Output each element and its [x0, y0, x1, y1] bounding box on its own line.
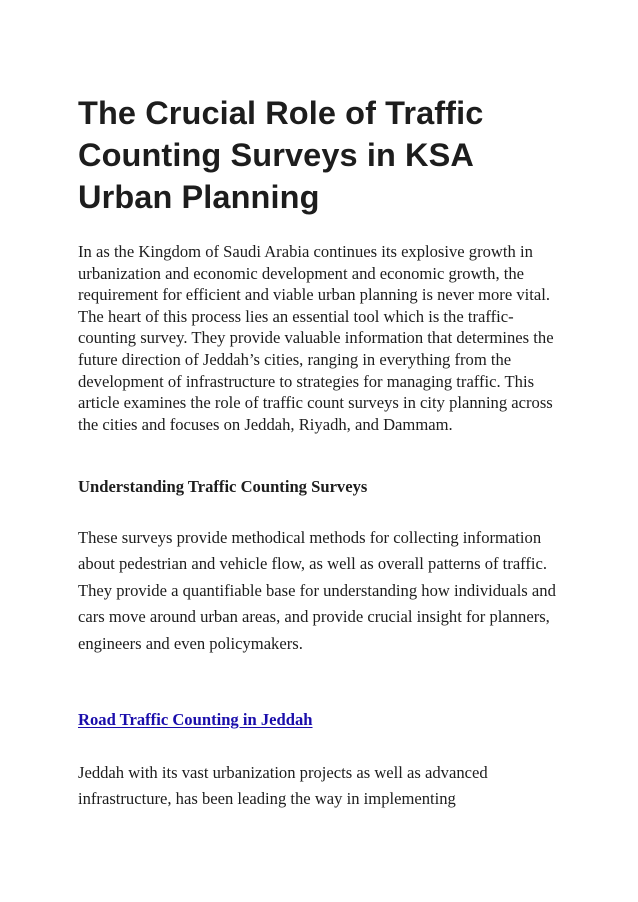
intro-paragraph: In as the Kingdom of Saudi Arabia continues its explosive growth in urbanization and economic development and economic growth, the requirement for efficient and viable urban planning is never more vital. The heart of this process lies an essential tool which is the traffic-counting survey. They provide valuable information that determines the future direction of Jeddah’s cities, ranging in everything from the development of infrastructure to strategies for managing traffic. This article examines the role of traffic count surveys in city planning across the cities and focuses on Jeddah, Riyadh, and Dammam.	[78, 242, 554, 434]
page-title: The Crucial Role of Traffic Counting Surveys in KSA Urban Planning	[78, 95, 484, 215]
jeddah-paragraph: Jeddah with its vast urbanization projects as well as advanced infrastructure, has been leading the way in implementing	[78, 763, 488, 809]
section-paragraph: These surveys provide methodical methods for collecting information about pedestrian and vehicle flow, as well as overall patterns of traffic. They provide a quantifiable base for understanding how individuals and cars move around urban areas, and provide crucial insight for planners, engineers and even policymakers.	[78, 528, 556, 653]
section-heading: Understanding Traffic Counting Surveys	[78, 477, 368, 496]
jeddah-heading	[78, 709, 313, 730]
jeddah-link[interactable]: Road Traffic Counting in Jeddah	[78, 710, 313, 729]
